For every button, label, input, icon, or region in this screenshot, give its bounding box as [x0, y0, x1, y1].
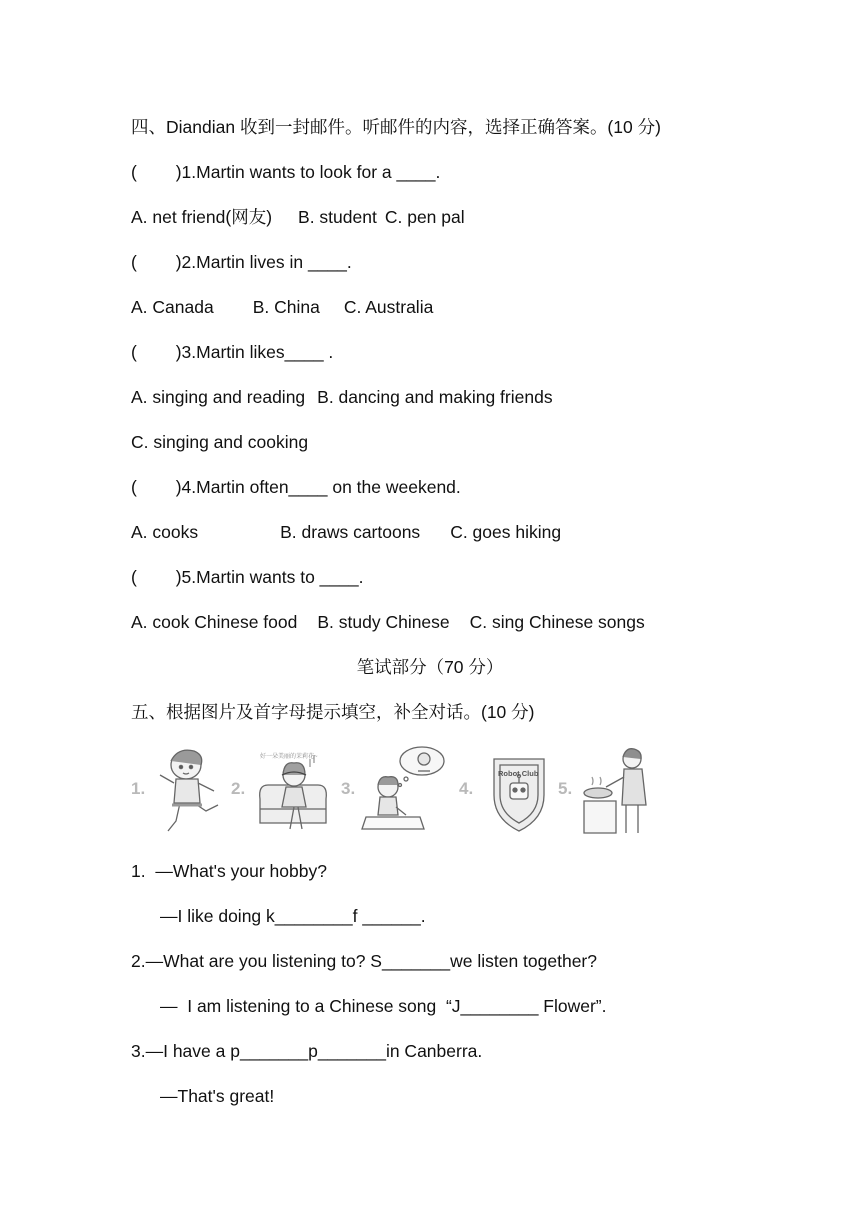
dialogue-1-answer: —I like doing k________f ______.: [160, 906, 426, 926]
option-b: B. dancing and making friends: [317, 387, 553, 407]
picture-strip: [128, 745, 658, 837]
picture-label-2: 2.: [231, 779, 246, 798]
question-1-options: [131, 205, 465, 229]
badge-caption: Robot Club: [498, 769, 539, 778]
question-5-stem: ( )5.Martin wants to ____.: [131, 567, 364, 587]
option-b: B. China: [252, 297, 320, 317]
dialogue-2-question: 2.—What are you listening to? S_______we listen together?: [131, 951, 597, 971]
option-c: C. pen pal: [384, 207, 465, 227]
section4-heading: 四、Diandian 收到一封邮件。听邮件的内容，选择正确答案。(10 分): [131, 117, 661, 137]
question-3-options: [131, 385, 553, 409]
picture-label-4: 4.: [459, 779, 474, 798]
question-4-options: [131, 520, 561, 544]
dialogue-3-response: —That's great!: [160, 1086, 275, 1106]
option-b: B. study Chinese: [317, 612, 450, 632]
kungfu-boy-icon: [154, 745, 224, 835]
written-part-title: 笔试部分（70 分）: [356, 657, 504, 677]
option-c: C. sing Chinese songs: [469, 612, 645, 632]
question-3-stem: ( )3.Martin likes____ .: [131, 342, 334, 362]
picture-label-1: 1.: [131, 779, 146, 798]
option-a: A. cook Chinese food: [131, 612, 298, 632]
question-2-stem: ( )2.Martin lives in ____.: [131, 252, 352, 272]
question-3-option-c: C. singing and cooking: [131, 432, 309, 452]
robot-club-badge-icon: [486, 745, 552, 835]
boy-writing-to-pen-pal-icon: [360, 745, 448, 835]
dialogue-2-answer: — I am listening to a Chinese song “J________ Flower”.: [160, 996, 607, 1016]
option-b: B. draws cartoons: [280, 522, 421, 542]
picture-label-5: 5.: [558, 779, 573, 798]
option-a: A. cooks: [131, 522, 199, 542]
question-5-options: [131, 610, 645, 634]
dialogue-3-statement: 3.—I have a p_______p_______in Canberra.: [131, 1041, 483, 1061]
option-c: C. goes hiking: [450, 522, 562, 542]
option-a: A. singing and reading: [131, 387, 306, 407]
picture-label-3: 3.: [341, 779, 356, 798]
woman-cooking-icon: [578, 745, 658, 837]
question-1-stem: ( )1.Martin wants to look for a ____.: [131, 162, 441, 182]
option-a: A. Canada: [131, 297, 214, 317]
option-c: C. Australia: [343, 297, 434, 317]
option-a: A. net friend(网友): [131, 207, 273, 227]
question-4-stem: ( )4.Martin often____ on the weekend.: [131, 477, 461, 497]
dialogue-1-question: 1. —What's your hobby?: [131, 861, 327, 881]
song-caption: 好一朵美丽的茉莉花~: [260, 754, 318, 760]
option-b: B. student: [298, 207, 377, 227]
girl-listening-music-icon: [254, 745, 332, 835]
section5-heading: 五、根据图片及首字母提示填空，补全对话。(10 分): [131, 702, 535, 722]
question-2-options: [131, 295, 433, 319]
